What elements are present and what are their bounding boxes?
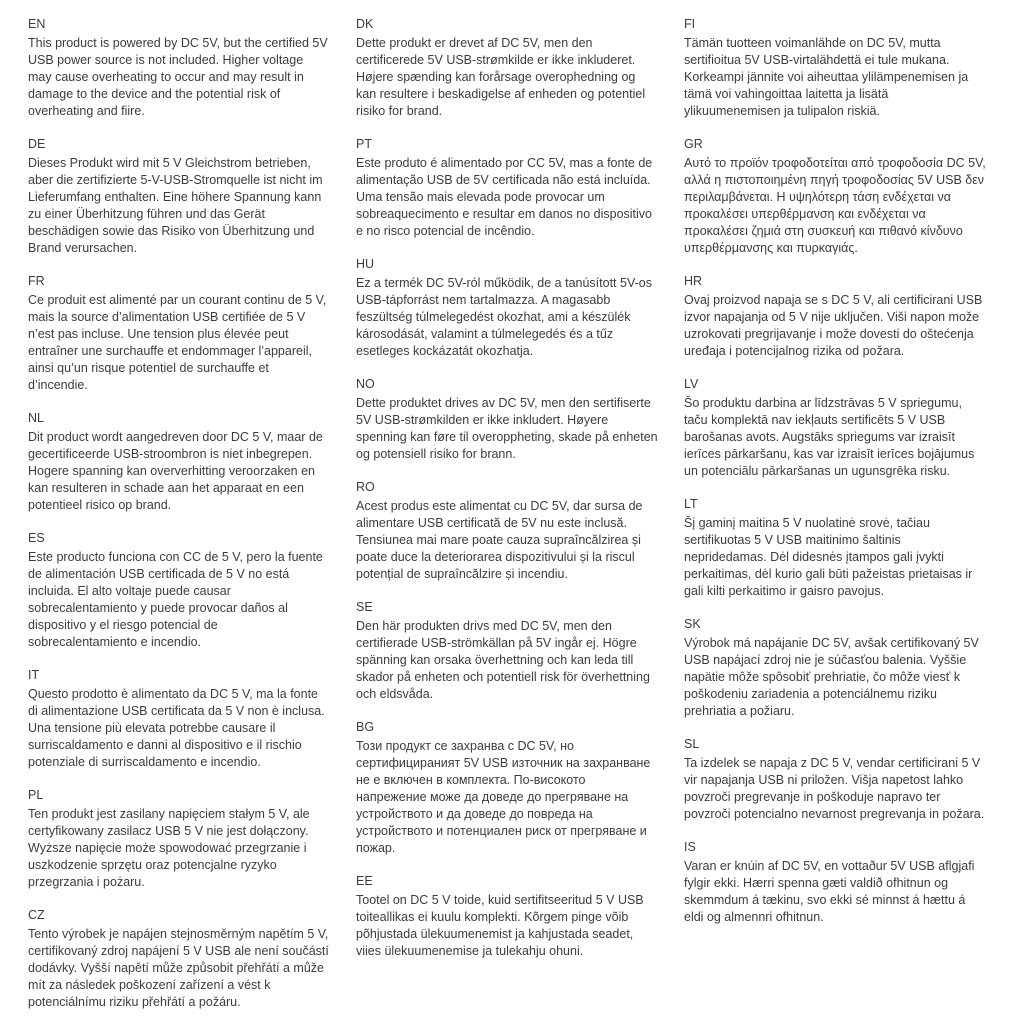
language-section-lt (684, 496, 986, 600)
language-section-fr (28, 273, 330, 394)
language-text: Dit product wordt aangedreven door DC 5 V, maar de gecertificeerde USB-stroombron is niet inbegrepen. Hogere spanning kan oververhitting veroorzaken en kan resulteren in schade aan het apparaat en een potentieel risico op brand. (28, 430, 323, 512)
language-code: HU (356, 257, 375, 271)
language-text: Този продукт се захранва с DC 5V, но сертифицираният 5V USB източник на захранване не е включен в комплекта. По-високото напрежение може да доведе до прегряване на устройството и да доведе до повреда на устройството и потенциален риск от прегряване и пожар. (356, 739, 651, 855)
language-code: CZ (28, 908, 45, 922)
language-text: Tento výrobek je napájen stejnosměrným napětím 5 V, certifikovaný zdroj napájení 5 V USB ale není součástí dodávky. Vyšší napětí může způsobit přehřátí a může mít za následek poškození zařízení a vést k potenciálnímu riziku přehřátí a požáru. (28, 927, 329, 1009)
text-column-1 (28, 16, 330, 1024)
language-code: ES (28, 531, 45, 545)
language-code: NL (28, 411, 44, 425)
language-text: Dette produktet drives av DC 5V, men den sertifiserte 5V USB-strømkilden er ikke inkludert. Høyere spenning kan føre til overoppheting, skade på enheten og potensiell risiko for brann. (356, 396, 658, 461)
language-code: SK (684, 617, 701, 631)
language-section-es (28, 530, 330, 651)
language-section-cz (28, 907, 330, 1011)
language-code: PT (356, 137, 372, 151)
language-text: Dette produkt er drevet af DC 5V, men den certificerede 5V USB-strømkilde er ikke inkluderet. Højere spænding kan forårsage overophedning og kan resultere i beskadigelse af enheden og potentiel risiko for brand. (356, 36, 646, 118)
language-section-sl (684, 736, 986, 823)
language-code: FR (28, 274, 45, 288)
language-code: DK (356, 17, 374, 31)
language-section-ro (356, 479, 658, 583)
language-code: LV (684, 377, 699, 391)
language-section-hr (684, 273, 986, 360)
language-section-se (356, 599, 658, 703)
text-column-2 (356, 16, 658, 1024)
language-section-is (684, 839, 986, 926)
language-section-dk (356, 16, 658, 120)
language-text: Este produto é alimentado por CC 5V, mas a fonte de alimentação USB de 5V certificada não está incluída. Uma tensão mais elevada pode provocar um sobreaquecimento e resultar em danos no dispositivo e no risco potencial de incêndio. (356, 156, 653, 238)
language-code: SL (684, 737, 700, 751)
language-text: Tootel on DC 5 V toide, kuid sertifitseeritud 5 V USB toiteallikas ei kuulu komplekti. Kõrgem pinge võib põhjustada ülekuumenemist ja kahjustada seadet, viies ülekuumenemise ja tulekahju ohuni. (356, 893, 644, 958)
language-text: Den här produkten drivs med DC 5V, men den certifierade USB-strömkällan på 5V ingår ej. Högre spänning kan orsaka överhettning och kan leda till skador på enheten och potentiell risk för överhettning och eldsvåda. (356, 619, 650, 701)
language-code: BG (356, 720, 375, 734)
language-section-en (28, 16, 330, 120)
language-section-gr (684, 136, 986, 257)
language-code: LT (684, 497, 698, 511)
language-section-no (356, 376, 658, 463)
language-text: Šį gaminį maitina 5 V nuolatinė srovė, tačiau sertifikuotas 5 V USB maitinimo šaltinis nepridedamas. Dėl didesnės įtampos gali įvykti perkaitimas, dėl kurio gali būti pažeistas prietaisas ir gali kilti perkaitimo ir gaisro pavojus. (684, 516, 973, 598)
language-code: SE (356, 600, 373, 614)
language-text: Šo produktu darbina ar līdzstrāvas 5 V spriegumu, taču komplektā nav iekļauts sertificēts 5 V USB barošanas avots. Augstāks spriegums var izraisīt ierīces pārkaršanu, kas var izraisīt ierīces bojājumus un potenciālu pārkaršanas un ugunsgrēka risku. (684, 396, 975, 478)
language-code: IS (684, 840, 696, 854)
language-section-fi (684, 16, 986, 120)
language-code: GR (684, 137, 703, 151)
language-text: Ce produit est alimenté par un courant continu de 5 V, mais la source d’alimentation USB certifiée de 5 V n’est pas incluse. Une tension plus élevée peut entraîner une surchauffe et endommager l’appareil, ainsi qu’un risque potentiel de surchauffe et d’incendie. (28, 293, 327, 392)
language-text: Ta izdelek se napaja z DC 5 V, vendar certificirani 5 V vir napajanja USB ni priložen. Višja napetost lahko povzroči pregrevanje in poškoduje napravo ter povzroči potencialno nevarnost pregrevanja in požara. (684, 756, 985, 821)
language-section-hu (356, 256, 658, 360)
language-text: Tämän tuotteen voimanlähde on DC 5V, mutta sertifioitua 5V USB-virtalähdettä ei tule mukana. Korkeampi jännite voi aiheuttaa ylilämpenemisen ja tämä voi vahingoittaa laitetta ja lisätä ylikuumenemisen ja tulipalon riskiä. (684, 36, 969, 118)
language-text: Ez a termék DC 5V-ról működik, de a tanúsított 5V-os USB-tápforrást nem tartalmazza. A magasabb feszültség túlmelegedést okozhat, ami a készülék károsodását, valamint a túlmelegedés és a tűz esetleges kockázatát okozhatja. (356, 276, 652, 358)
language-section-bg (356, 719, 658, 857)
language-section-sk (684, 616, 986, 720)
language-section-nl (28, 410, 330, 514)
language-section-pl (28, 787, 330, 891)
language-section-de (28, 136, 330, 257)
language-text: Ten produkt jest zasilany napięciem stałym 5 V, ale certyfikowany zasilacz USB 5 V nie jest dołączony. Wyższe napięcie może spowodować przegrzanie i uszkodzenie sprzętu oraz potencjalne ryzyko przegrzania i pożaru. (28, 807, 310, 889)
language-text: Acest produs este alimentat cu DC 5V, dar sursa de alimentare USB certificată de 5V nu este inclusă. Tensiunea mai mare poate cauza supraîncălzirea și poate duce la deteriorarea dispozitivului și la riscul potențial de supraîncălzire și incendiu. (356, 499, 643, 581)
language-text: Výrobok má napájanie DC 5V, avšak certifikovaný 5V USB napájací zdroj nie je súčasťou balenia. Vyššie napätie môže spôsobiť prehriatie, čo môže viesť k poškodeniu zariadenia a potenciálnemu riziku prehriatia a požiaru. (684, 636, 979, 718)
text-column-3 (684, 16, 986, 1024)
language-section-it (28, 667, 330, 771)
language-text: Questo prodotto è alimentato da DC 5 V, ma la fonte di alimentazione USB certificata da 5 V non è inclusa. Una tensione più elevata potrebbe causare il surriscaldamento e danni al dispositivo e il rischio potenziale di surriscaldamento e incendio. (28, 687, 325, 769)
language-section-ee (356, 873, 658, 960)
language-text: This product is powered by DC 5V, but the certified 5V USB power source is not included. Higher voltage may cause overheating to occur and may result in damage to the device and the potential risk of overheating and fiire. (28, 36, 328, 118)
language-code: RO (356, 480, 375, 494)
language-section-pt (356, 136, 658, 240)
language-code: EE (356, 874, 373, 888)
language-text: Varan er knúin af DC 5V, en vottaður 5V USB aflgjafi fylgir ekki. Hærri spenna gæti valdið ofhitnun og skemmdum á tækinu, svo ekki sé minnst á hættu á eldi og almennri ofhitnun. (684, 859, 975, 924)
language-text: Este producto funciona con CC de 5 V, pero la fuente de alimentación USB certificada de 5 V no está incluida. El alto voltaje puede causar sobrecalentamiento y puede provocar daños al dispositivo y el riesgo potencial de sobrecalentamiento e incendio. (28, 550, 323, 649)
language-code: PL (28, 788, 44, 802)
language-code: DE (28, 137, 46, 151)
language-code: IT (28, 668, 40, 682)
language-text: Ovaj proizvod napaja se s DC 5 V, ali certificirani USB izvor napajanja od 5 V nije uključen. Viši napon može uzrokovati pregrijavanje i može dovesti do oštećenja uređaja i potencijalnog rizika od požara. (684, 293, 983, 358)
language-text: Dieses Produkt wird mit 5 V Gleichstrom betrieben, aber die zertifizierte 5-V-USB-Stromquelle ist nicht im Lieferumfang enthalten. Eine höhere Spannung kann zu einer Überhitzung führen und das Gerät beschädigen sowie das Risiko von Überhitzung und Brand verursachen. (28, 156, 323, 255)
language-code: EN (28, 17, 46, 31)
language-section-lv (684, 376, 986, 480)
language-text: Αυτό το προϊόν τροφοδοτείται από τροφοδοσία DC 5V, αλλά η πιστοποιημένη πηγή τροφοδοσίας 5V USB δεν περιλαμβάνεται. Η υψηλότερη τάση ενδέχεται να προκαλέσει υπερθέρμανση και ενδέχεται να προκαλέσει ζημιά στη συσκευή και πιθανό κίνδυνο υπερθέρμανσης και πυρκαγιάς. (684, 156, 986, 255)
language-code: FI (684, 17, 696, 31)
language-code: HR (684, 274, 703, 288)
language-code: NO (356, 377, 375, 391)
